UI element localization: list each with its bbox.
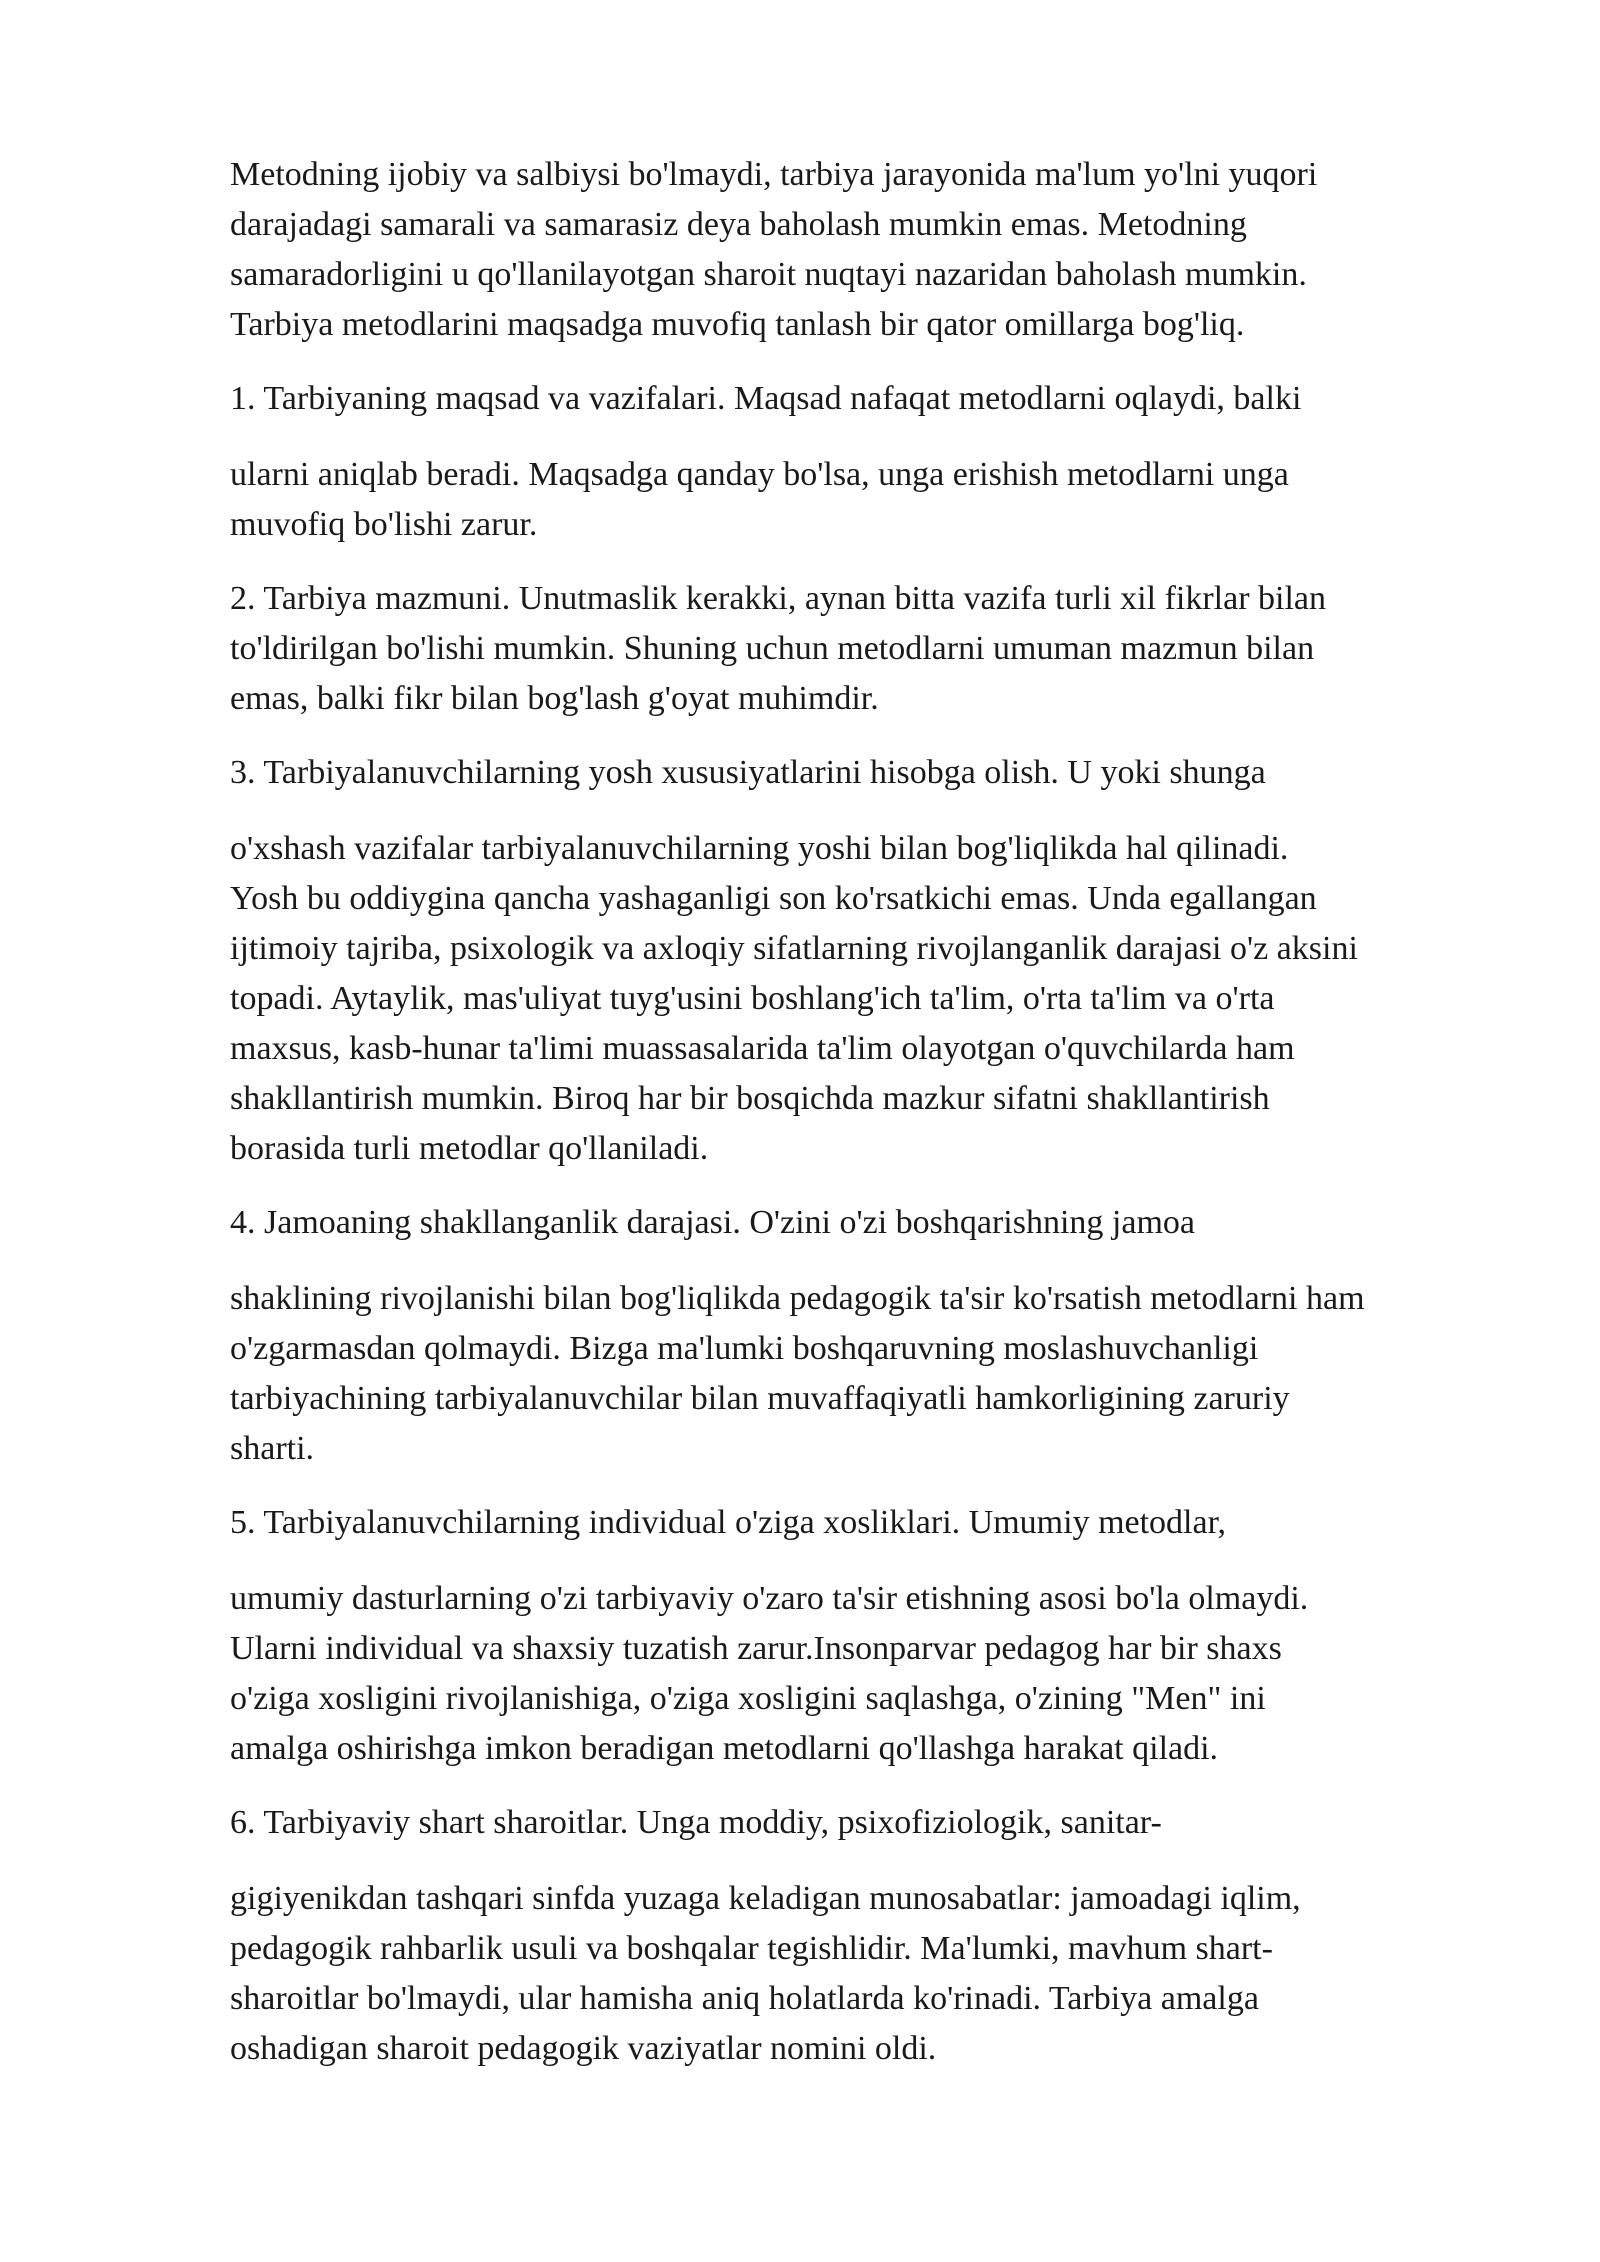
factor-5-heading: 5. Tarbiyalanuvchilarning individual o'ziga xosliklari. Umumiy metodlar,	[230, 1504, 1227, 1541]
factor-4-heading: 4. Jamoaning shakllanganlik darajasi. O'zini o'zi boshqarishning jamoa	[230, 1204, 1195, 1241]
factor-3-heading: 3. Tarbiyalanuvchilarning yosh xususiyatlarini hisobga olish. U yoki shunga	[230, 754, 1266, 791]
factor-1-heading: 1. Tarbiyaning maqsad va vazifalari. Maqsad nafaqat metodlarni oqlaydi, balki	[230, 380, 1302, 417]
factor-3-body: o'xshash vazifalar tarbiyalanuvchilarning yoshi bilan bog'liqlikda hal qilinadi. Yosh bu oddiygina qancha yashaganligi son ko'rsatkichi emas. Unda egallangan ijtimoiy tajriba, psixologik va axloqiy sifatlarning rivojlanganlik darajasi o'z aksini topadi. Aytaylik, mas'uliyat tuyg'usini boshlang'ich ta'lim, o'rta ta'lim va o'rta maxsus, kasb-hunar ta'limi muassasalarida ta'lim olayotgan o'quvchilarda ham shakllantirish mumkin. Biroq har bir bosqichda mazkur sifatni shakllantirish borasida turli metodlar qo'llaniladi.	[230, 830, 1358, 1167]
factor-4-body: shaklining rivojlanishi bilan bog'liqlikda pedagogik ta'sir ko'rsatish metodlarni ham o'zgarmasdan qolmaydi. Bizga ma'lumki boshqaruvning moslashuvchanligi tarbiyachining tarbiyalanuvchilar bilan muvaffaqiyatli hamkorligining zaruriy sharti.	[230, 1280, 1365, 1467]
factor-5-body: umumiy dasturlarning o'zi tarbiyaviy o'zaro ta'sir etishning asosi bo'la olmaydi. Ularni individual va shaxsiy tuzatish zarur.Insonparvar pedagog har bir shaxs o'ziga xosligini rivojlanishiga, o'ziga xosligini saqlashga, o'zining "Men" ini amalga oshirishga imkon beradigan metodlarni qo'llashga harakat qiladi.	[230, 1580, 1309, 1767]
factor-6-body: gigiyenikdan tashqari sinfda yuzaga keladigan munosabatlar: jamoadagi iqlim, pedagogik rahbarlik usuli va boshqalar tegishlidir. Ma'lumki, mavhum shart- sharoitlar bo'lmaydi, ular hamisha aniq holatlarda ko'rinadi. Tarbiya amalga oshadigan sharoit pedagogik vaziyatlar nomini oldi.	[230, 1880, 1301, 2067]
factor-1-body: ularni aniqlab beradi. Maqsadga qanday bo'lsa, unga erishish metodlarni unga muvofiq bo'lishi zarur.	[230, 456, 1289, 543]
factor-2-paragraph: 2. Tarbiya mazmuni. Unutmaslik kerakki, aynan bitta vazifa turli xil fikrlar bilan to'ldirilgan bo'lishi mumkin. Shuning uchun metodlarni umuman mazmun bilan emas, balki fikr bilan bog'lash g'oyat muhimdir.	[230, 580, 1327, 717]
intro-paragraph: Metodning ijobiy va salbiysi bo'lmaydi, tarbiya jarayonida ma'lum yo'lni yuqori darajadagi samarali va samarasiz deya baholash mumkin emas. Metodning samaradorligini u qo'llanilayotgan sharoit nuqtayi nazaridan baholash mumkin. Tarbiya metodlarini maqsadga muvofiq tanlash bir qator omillarga bog'liq.	[230, 156, 1318, 343]
factor-6-heading: 6. Tarbiyaviy shart sharoitlar. Unga moddiy, psixofiziologik, sanitar-	[230, 1804, 1162, 1841]
document-page	[230, 150, 1505, 2098]
